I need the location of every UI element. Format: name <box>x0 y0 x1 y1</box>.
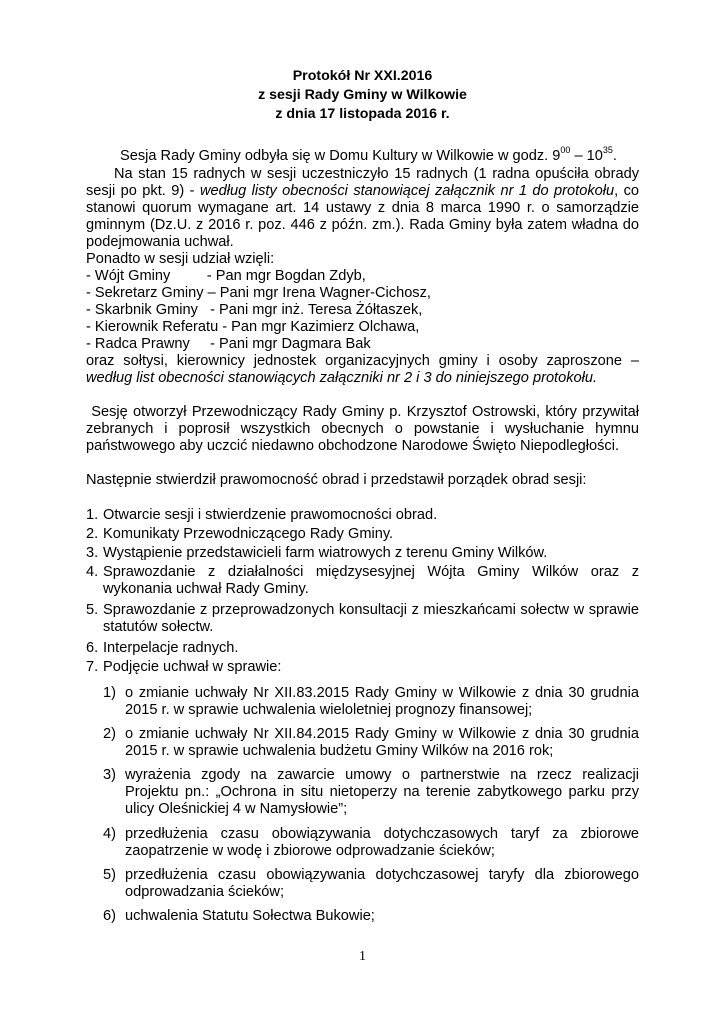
resolution-item: 5) przedłużenia czasu obowiązywania dotychczasowej taryfy dla zbiorowego odprowadzania ścieków; <box>103 867 639 900</box>
agenda-item: 6. Interpelacje radnych. <box>86 640 239 656</box>
participant-line: - Sekretarz Gminy – Pani mgr Irena Wagner-Cichosz, <box>86 285 431 301</box>
resolution-item: 3) wyrażenia zgody na zawarcie umowy o partnerstwie na rzecz realizacji Projektu pn.: „Ochrona in situ nietoperzy na terenie zabytkowego parku przy ulicy Oleśnickiej 4 w Namysłowie”; <box>103 767 639 817</box>
agenda-intro: Następnie stwierdził prawomocność obrad i przedstawił porządek obrad sesji: <box>86 472 587 488</box>
participant-line: - Wójt Gminy - Pan mgr Bogdan Zdyb, <box>86 268 366 284</box>
agenda-item: 4. Sprawozdanie z działalności międzysesyjnej Wójta Gminy Wilków oraz z wykonania uchwał Rady Gminy. <box>86 564 639 597</box>
resolution-item: 4) przedłużenia czasu obowiązywania dotychczasowych taryf za zbiorowe zaopatrzenie w wodę i zbiorowe odprowadzanie ścieków; <box>103 826 639 859</box>
participants-header: Ponadto w sesji udział wzięli: <box>86 251 275 267</box>
participant-line: - Skarbnik Gminy - Pani mgr inż. Teresa Żółtaszek, <box>86 302 423 318</box>
document-title: Protokół Nr XXI.2016 <box>292 68 433 84</box>
resolution-item: 6) uchwalenia Statutu Sołectwa Bukowie; <box>103 908 375 924</box>
quorum-paragraph: Na stan 15 radnych w sesji uczestniczyło 15 radnych (1 radna opuściła obrady sesji po pkt. 9) - według listy obecności stanowiącej załącznik nr 1 do protokołu, co stanowi quorum wymagane art. 14 ustawy z dnia 8 marca 1990 r. o samorządzie gminnym (Dz.U. z 2016 r. poz. 446 z późn. zm.). Rada Gminy była zatem władna do podejmowania uchwał. <box>86 166 640 250</box>
document-subtitle: z sesji Rady Gminy w Wilkowie <box>258 87 467 103</box>
page-number: 1 <box>359 949 366 964</box>
opening-paragraph: Sesję otworzył Przewodniczący Rady Gminy p. Krzysztof Ostrowski, który przywitał zebranych i poprosił wszystkich obecnych o powstanie i wysłuchanie hymnu państwowego aby uczcić niedawno obchodzone Narodowe Święto Niepodległości. <box>86 404 644 454</box>
agenda-item: 1. Otwarcie sesji i stwierdzenie prawomocności obrad. <box>86 507 438 523</box>
resolution-item: 1) o zmianie uchwały Nr XII.83.2015 Rady Gminy w Wilkowie z dnia 30 grudnia 2015 r. w sprawie uchwalenia wieloletniej prognozy finansowej; <box>103 685 639 718</box>
participant-line: - Radca Prawny - Pani mgr Dagmara Bak <box>86 336 371 352</box>
resolution-item: 2) o zmianie uchwały Nr XII.84.2015 Rady Gminy w Wilkowie z dnia 30 grudnia 2015 r. w sprawie uchwalenia budżetu Gminy Wilków na 2016 rok; <box>103 726 639 759</box>
guests-paragraph: oraz sołtysi, kierownicy jednostek organizacyjnych gminy i osoby zaproszone – według list obecności stanowiących załączniki nr 2 i 3 do niniejszego protokołu. <box>86 353 639 386</box>
agenda-item: 5. Sprawozdanie z przeprowadzonych konsultacji z mieszkańcami sołectw w sprawie statutów sołectw. <box>86 602 639 635</box>
agenda-item: 7. Podjęcie uchwał w sprawie: <box>86 659 282 675</box>
session-time-paragraph: Sesja Rady Gminy odbyła się w Domu Kultury w Wilkowie w godz. $9^{00} - 10^{35}$. <box>120 145 617 164</box>
agenda-item: 2. Komunikaty Przewodniczącego Rady Gminy. <box>86 526 394 542</box>
document-date: z dnia 17 listopada 2016 r. <box>275 106 450 122</box>
agenda-item: 3. Wystąpienie przedstawicieli farm wiatrowych z terenu Gminy Wilków. <box>86 545 548 561</box>
participant-line: - Kierownik Referatu - Pan mgr Kazimierz Olchawa, <box>86 319 420 335</box>
